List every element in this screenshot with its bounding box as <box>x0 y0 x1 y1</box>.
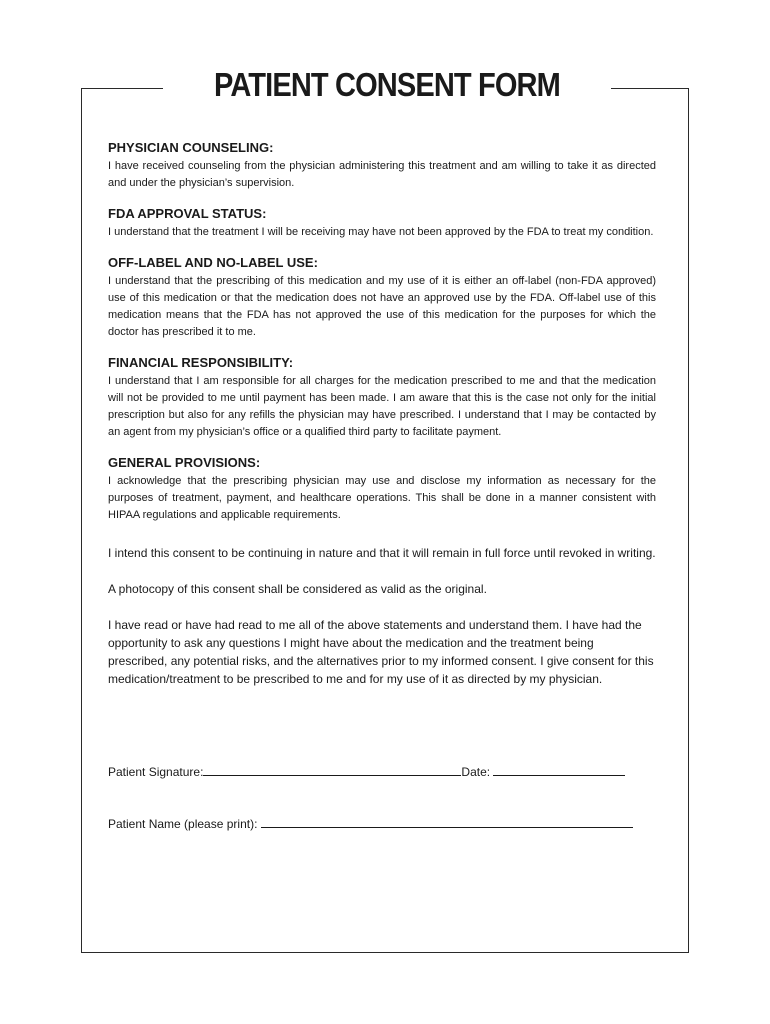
patient-name-field[interactable] <box>261 815 633 828</box>
section-heading: FINANCIAL RESPONSIBILITY: <box>108 355 294 370</box>
section-fda-approval <box>108 206 656 241</box>
date-label: Date: <box>461 765 491 779</box>
section-text: I have received counseling from the physician administering this treatment and am willing to take it as directed and under the physician’s supervision. <box>108 160 656 189</box>
signature-row <box>108 763 625 779</box>
section-text: I understand that I am responsible for all charges for the medication prescribed to me and that the medication will not be provided to me until payment has been made. I am aware that this is the case not only for the initial prescription but also for any refills the physician may have prescribed. I understand that I may be contacted by an agent from my physician’s office or a qualified third party to facilitate payment. <box>108 375 656 438</box>
form-content <box>108 140 656 706</box>
section-general-provisions <box>108 455 656 524</box>
section-heading: PHYSICIAN COUNSELING: <box>108 140 274 155</box>
consent-continuing-paragraph: I intend this consent to be continuing in nature and that it will remain in full force until revoked in writing. <box>108 546 656 560</box>
date-field[interactable] <box>493 763 625 776</box>
patient-name-label: Patient Name (please print): <box>108 817 258 831</box>
patient-name-row <box>108 815 633 831</box>
section-text: I understand that the treatment I will be receiving may have not been approved by the FDA to treat my condition. <box>108 226 654 238</box>
acknowledgement-paragraph: I have read or have had read to me all of the above statements and understand them. I have had the opportunity to ask any questions I might have about the medication and the treatment being prescribed, any potential risks, and the alternatives prior to my informed consent. I give consent for this medication/treatment to be prescribed to me and for my use of it as directed by my physician. <box>108 618 654 686</box>
section-text: I acknowledge that the prescribing physician may use and disclose my information as necessary for the purposes of treatment, payment, and healthcare operations. This shall be done in a manner consistent with HIPAA regulations and applicable requirements. <box>108 475 656 521</box>
section-financial-responsibility <box>108 355 656 441</box>
photocopy-paragraph: A photocopy of this consent shall be considered as valid as the original. <box>108 582 487 596</box>
section-heading: OFF-LABEL AND NO-LABEL USE: <box>108 255 318 270</box>
patient-signature-field[interactable] <box>203 763 461 776</box>
section-heading: FDA APPROVAL STATUS: <box>108 206 267 221</box>
section-text: I understand that the prescribing of this medication and my use of it is either an off-label (non-FDA approved) use of this medication or that the medication does not have an approved use by the FDA. Off-label use of this medication means that the FDA has not approved the use of this medication for the purposes for which the doctor has prescribed it to me. <box>108 275 656 338</box>
patient-signature-label: Patient Signature: <box>108 765 204 779</box>
section-off-label-use <box>108 255 656 341</box>
form-title: PATIENT CONSENT FORM <box>214 66 560 103</box>
section-heading: GENERAL PROVISIONS: <box>108 455 261 470</box>
section-physician-counseling <box>108 140 656 192</box>
